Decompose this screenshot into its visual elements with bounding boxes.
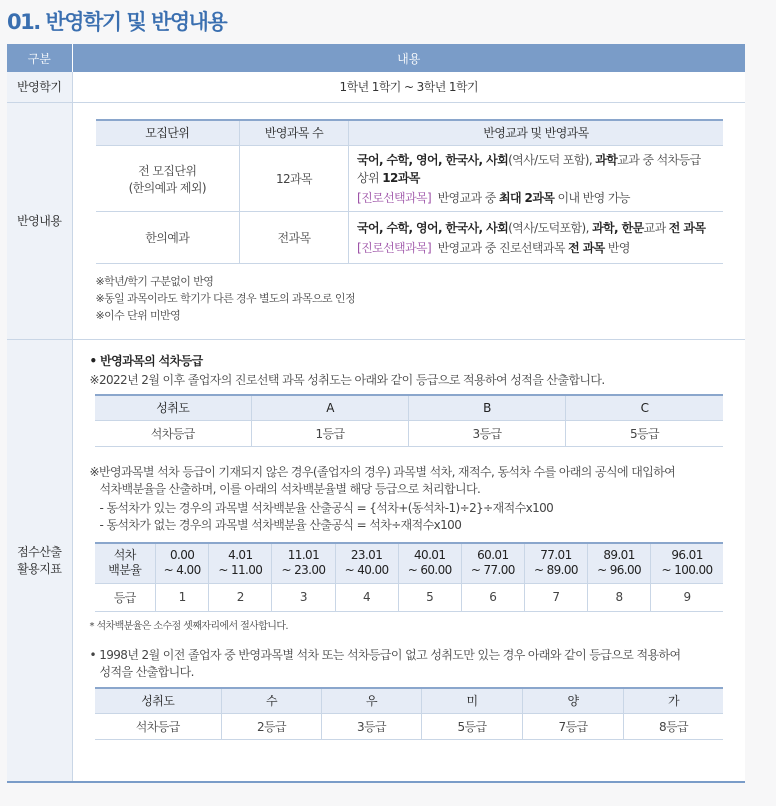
- row1-subjects: [349, 146, 724, 212]
- row1-line2-bold: 12과목: [382, 170, 420, 185]
- pct-range-1-from: 0.00: [169, 548, 195, 563]
- old-header-5: 가: [624, 688, 724, 714]
- row2-science: 과학, 한문: [592, 220, 644, 235]
- row2-tag-text2: 반영: [604, 240, 630, 255]
- row2-subjects-note: (역사/도덕포함),: [508, 220, 593, 235]
- old-cell-0: 석차등급: [95, 714, 222, 740]
- pct-range-3-to: ~ 23.00: [281, 563, 326, 578]
- old-grad-desc-line2: 성적을 산출합니다.: [99, 664, 194, 679]
- row1-unit-line2: (한의예과 제외): [128, 180, 206, 195]
- ach-header-2: B: [409, 395, 566, 421]
- pct-range-8: [588, 543, 651, 583]
- content-note-1: ※학년/학기 구분없이 반영: [95, 275, 214, 288]
- pct-range-8-from: 89.01: [603, 548, 635, 563]
- old-cell-5: 8등급: [624, 714, 724, 740]
- pct-range-7: [524, 543, 587, 583]
- row2-unit: 한의예과: [96, 212, 240, 264]
- score-label: [7, 339, 72, 782]
- pct-grade-6: 6: [461, 583, 524, 611]
- header-content: 내용: [72, 44, 745, 72]
- percentile-table: [95, 542, 724, 612]
- ach-cell-2: 3등급: [409, 421, 566, 447]
- percentile-desc-line2: 석차백분율을 산출하며, 이를 아래의 석차백분율별 해당 등급으로 처리합니다.: [99, 482, 481, 496]
- old-cell-4: 7등급: [523, 714, 624, 740]
- row1-rest: 교과 중 석차등급: [617, 152, 701, 167]
- pct-range-4: [335, 543, 398, 583]
- semester-label: 반영학기: [7, 72, 72, 102]
- pct-header-line1: 석차: [113, 548, 136, 563]
- row2-tag-bold: 전 과목: [568, 240, 605, 255]
- ach-header-1: A: [252, 395, 409, 421]
- pct-range-3: [272, 543, 335, 583]
- old-header-2: 우: [322, 688, 422, 714]
- content-note-3: ※이수 단위 미반영: [95, 309, 181, 322]
- old-cell-1: 2등급: [222, 714, 322, 740]
- pct-range-7-to: ~ 89.00: [533, 563, 578, 578]
- pct-range-5-from: 40.01: [414, 548, 446, 563]
- pct-grade-4: 4: [335, 583, 398, 611]
- pct-range-4-from: 23.01: [350, 548, 383, 563]
- ach-cell-3: 5등급: [566, 421, 724, 447]
- pct-grade-1: 1: [156, 583, 209, 611]
- admission-table: [7, 44, 745, 783]
- pct-range-9: [651, 543, 723, 583]
- pct-range-1: [156, 543, 209, 583]
- old-header-4: 양: [523, 688, 624, 714]
- pct-grade-9: 9: [651, 583, 723, 611]
- old-header-0: 성취도: [95, 688, 222, 714]
- formula-without-ties: - 동석차가 없는 경우의 과목별 석차백분율 산출공식 = 석차÷재적수x100: [99, 518, 462, 532]
- pct-range-2: [209, 543, 272, 583]
- row1-subjects-note: (역사/도덕 포함),: [508, 152, 596, 167]
- old-header-3: 미: [422, 688, 523, 714]
- score-label-line1: 점수산출: [17, 545, 62, 560]
- ach-cell-1: 1등급: [252, 421, 409, 447]
- subject-header-unit: 모집단위: [96, 120, 240, 146]
- content-note-2: ※동일 과목이라도 학기가 다른 경우 별도의 과목으로 인정: [95, 292, 355, 305]
- row1-line2-prefix: 상위: [357, 170, 383, 185]
- row1-career-tag: [진로선택과목]: [357, 190, 432, 205]
- old-grad-desc-line1: • 1998년 2월 이전 졸업자 중 반영과목별 석차 또는 석차등급이 없고 성취도만 있는 경우 아래와 같이 등급으로 적용하여: [89, 647, 681, 662]
- row2-core-subjects: 국어, 수학, 영어, 한국사, 사회: [357, 220, 509, 235]
- row1-unit: [96, 146, 240, 212]
- row1-tag-text1: 반영교과 중: [437, 190, 499, 205]
- pct-range-9-to: ~ 100.00: [661, 563, 713, 578]
- row1-tag-text2: 이내 반영 가능: [554, 190, 630, 205]
- achievement-table: [95, 394, 724, 448]
- row2-mid: 교과: [643, 220, 669, 235]
- pct-range-3-from: 11.01: [287, 548, 320, 563]
- pct-header: [95, 543, 156, 583]
- pct-range-8-to: ~ 96.00: [597, 563, 642, 578]
- ach-header-3: C: [566, 395, 724, 421]
- section-rank-grade-title: • 반영과목의 석차등급: [89, 353, 203, 368]
- pct-grade-3: 3: [272, 583, 335, 611]
- pct-range-6: [461, 543, 524, 583]
- subject-table: [96, 119, 724, 265]
- subject-header-count: 반영과목 수: [240, 120, 349, 146]
- pct-range-4-to: ~ 40.00: [344, 563, 389, 578]
- ach-cell-0: 석차등급: [95, 421, 252, 447]
- row1-tag-bold: 최대 2과목: [498, 190, 555, 205]
- pct-header-line2: 백분율: [108, 563, 142, 578]
- content-label: 반영내용: [7, 102, 72, 339]
- pct-range-6-to: ~ 77.00: [470, 563, 515, 578]
- old-cell-3: 5등급: [422, 714, 523, 740]
- header-category: 구분: [7, 44, 72, 72]
- old-cell-2: 3등급: [322, 714, 422, 740]
- pct-range-5: [398, 543, 461, 583]
- pct-grade-2: 2: [209, 583, 272, 611]
- row1-science: 과학: [595, 152, 618, 167]
- pct-grade-7: 7: [524, 583, 587, 611]
- pct-range-7-from: 77.01: [540, 548, 572, 563]
- pct-range-5-to: ~ 60.00: [407, 563, 452, 578]
- pct-range-1-to: ~ 4.00: [163, 563, 201, 578]
- semester-value: 1학년 1학기 ~ 3학년 1학기: [72, 72, 745, 102]
- row2-career-tag: [진로선택과목]: [357, 240, 432, 255]
- page-title: 01. 반영학기 및 반영내용: [7, 10, 227, 34]
- pct-range-6-from: 60.01: [477, 548, 509, 563]
- pct-grade-label: 등급: [95, 583, 156, 611]
- row2-subjects: [349, 212, 724, 264]
- pct-grade-5: 5: [398, 583, 461, 611]
- formula-with-ties: - 동석차가 있는 경우의 과목별 석차백분율 산출공식 = {석차+(동석차-1)÷2}÷재적수x100: [99, 501, 554, 515]
- old-header-1: 수: [222, 688, 322, 714]
- section-rank-grade-note: ※2022년 2월 이후 졸업자의 진로선택 과목 성취도는 아래와 같이 등급으로 적용하여 성적을 산출합니다.: [89, 372, 605, 387]
- pct-grade-8: 8: [588, 583, 651, 611]
- row2-tag-text1: 반영교과 중 진로선택과목: [437, 240, 569, 255]
- pct-range-2-to: ~ 11.00: [218, 563, 263, 578]
- ach-header-0: 성취도: [95, 395, 252, 421]
- row1-core-subjects: 국어, 수학, 영어, 한국사, 사회: [357, 152, 509, 167]
- percentile-desc-line1: ※반영과목별 석차 등급이 기재되지 않은 경우(졸업자의 경우) 과목별 석차, 재적수, 동석차 수를 아래의 공식에 대입하여: [89, 465, 676, 479]
- subject-header-subjects: 반영교과 및 반영과목: [349, 120, 724, 146]
- row1-count: 12과목: [240, 146, 349, 212]
- percentile-truncation-note: * 석차백분율은 소수점 셋째자리에서 절사합니다.: [89, 620, 288, 632]
- row1-unit-line1: 전 모집단위: [138, 163, 197, 178]
- pct-range-2-from: 4.01: [228, 548, 253, 563]
- score-label-line2: 활용지표: [17, 562, 62, 577]
- old-achievement-table: [95, 687, 724, 741]
- pct-range-9-from: 96.01: [671, 548, 703, 563]
- row2-count: 전과목: [240, 212, 349, 264]
- row2-all: 전 과목: [668, 220, 706, 235]
